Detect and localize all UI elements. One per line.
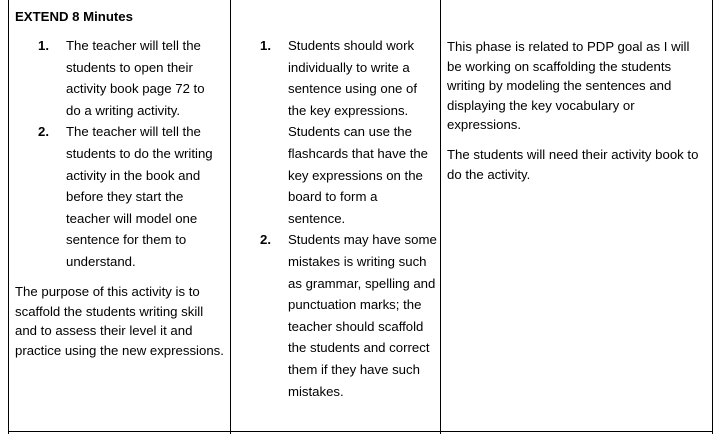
procedure-steps [38, 35, 218, 273]
step-number: 2. [38, 124, 49, 140]
section-heading: EXTEND 8 Minutes [15, 9, 133, 24]
step-number: 1. [38, 38, 49, 53]
table-cell-notes [441, 0, 712, 431]
table-cell-procedure [9, 0, 230, 431]
procedure-step [38, 35, 218, 121]
step-number: 2. [260, 232, 271, 248]
materials-paragraph: The students will need their activity book to do the activity. [447, 147, 699, 182]
pdp-goal-paragraph: This phase is related to PDP goal as I will be working on scaffolding the students writing by modeling the sentences and displaying the key vocabulary or expressions. [447, 39, 690, 132]
step-text: Students may have some mistakes is writing such as grammar, spelling and punctuation marks; the teacher should scaffold the students and correct them if they have such mistakes. [288, 232, 437, 399]
student-step [260, 35, 438, 229]
table-border-bottom [8, 431, 712, 432]
step-text: The teacher will tell the students to open their activity book page 72 to do a writing activity. [66, 38, 205, 118]
step-number: 1. [260, 38, 271, 53]
purpose-paragraph: The purpose of this activity is to scaffold the students writing skill and to assess their level it and practice using the new expressions. [15, 284, 224, 358]
student-steps [260, 35, 438, 402]
table-border-right [712, 0, 713, 434]
table-cell-student-activity [231, 0, 440, 431]
step-text: The teacher will tell the students to do the writing activity in the book and before they start the teacher will model one sentence for them to understand. [66, 124, 213, 269]
student-step [260, 229, 438, 402]
procedure-step [38, 121, 218, 272]
step-text: Students should work individually to write a sentence using one of the key expressions. Students can use the flashcards that have the key expressions on the board to form a sentence. [288, 38, 429, 226]
